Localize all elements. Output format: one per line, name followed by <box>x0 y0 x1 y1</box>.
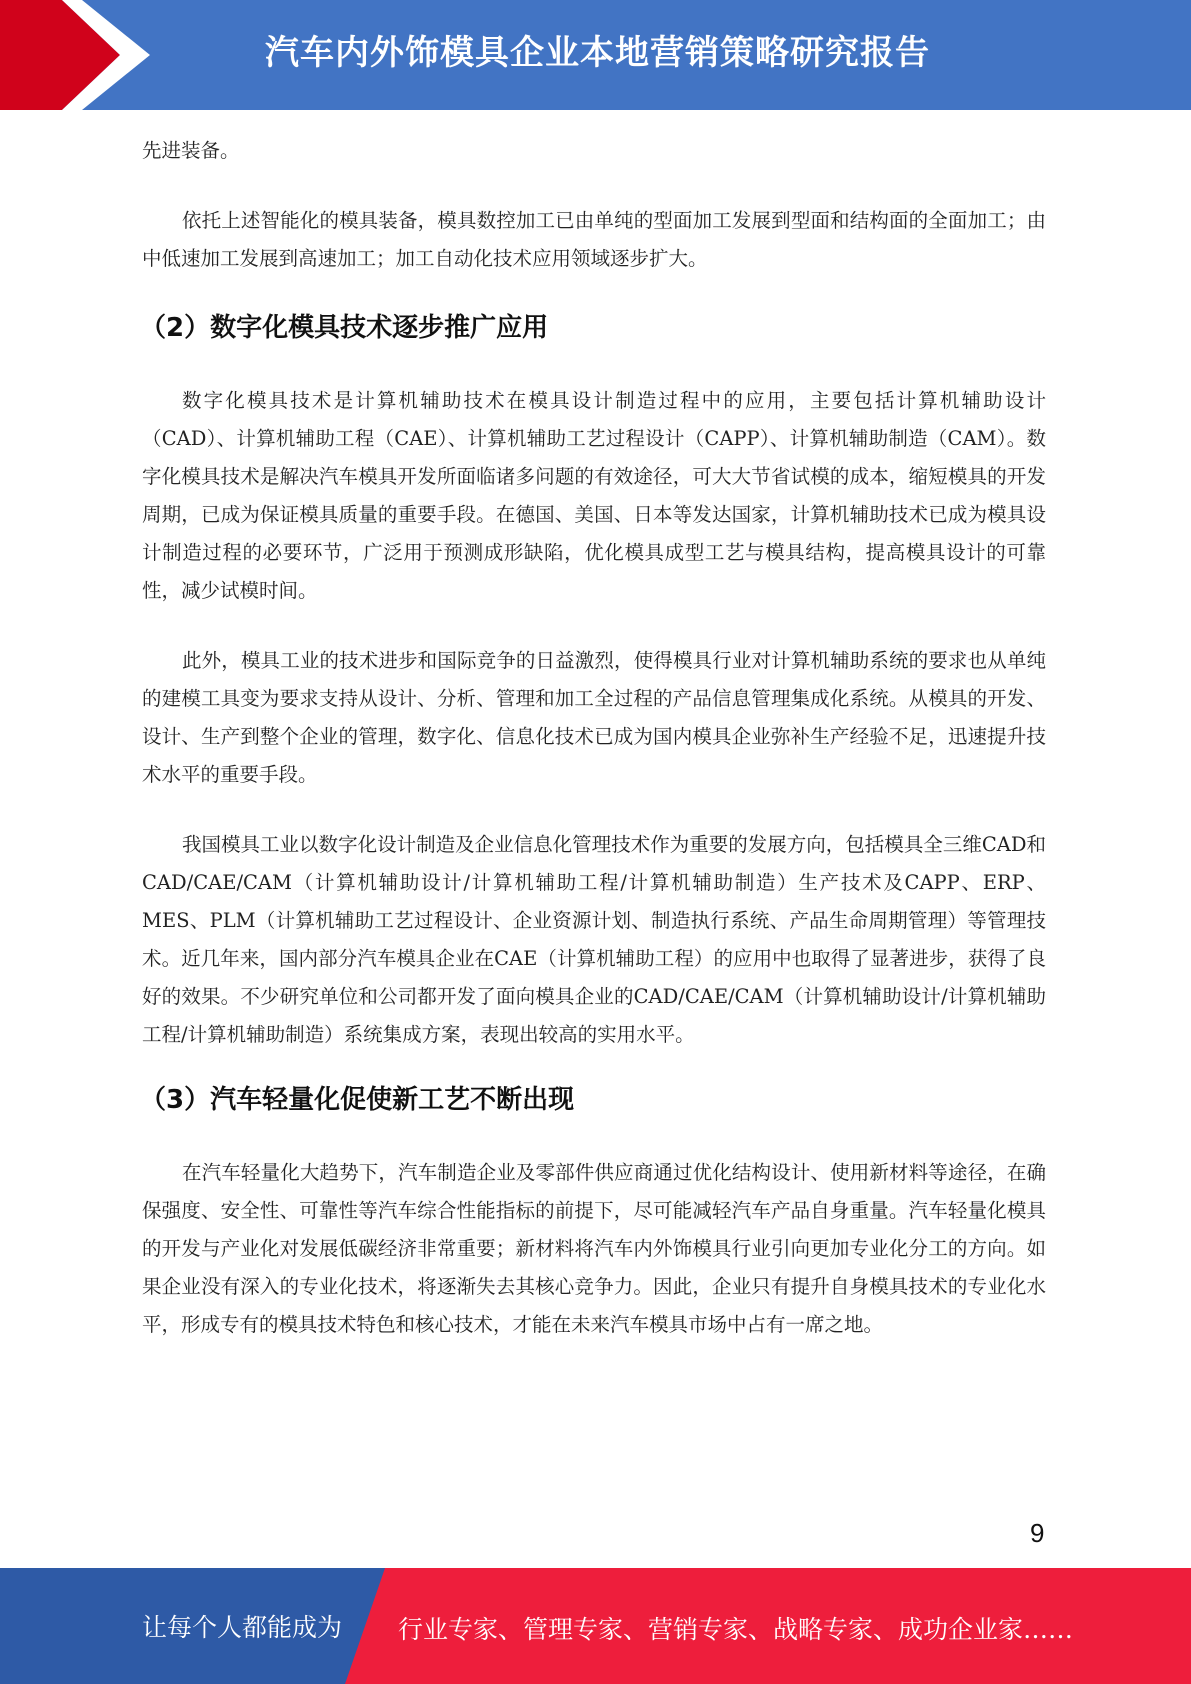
paragraph-digital-mold-tech: 数字化模具技术是计算机辅助技术在模具设计制造过程中的应用，主要包括计算机辅助设计（CAD）、计算机辅助工程（CAE）、计算机辅助工艺过程设计（CAPP）、计算机辅助制造（CAM）。数字化模具技术是解决汽车模具开发所面临诸多问题的有效途径，可大大节省试模的成本，缩短模具的开发周期，已成为保证模具质量的重要手段。在德国、美国、日本等发达国家，计算机辅助技术已成为模具设计制造过程的必要环节，广泛用于预测成形缺陷，优化模具成型工艺与模具结构，提高模具设计的可靠性，减少试模时间。 <box>142 389 1046 602</box>
paragraph-lightweight: 在汽车轻量化大趋势下，汽车制造企业及零部件供应商通过优化结构设计、使用新材料等途径，在确保强度、安全性、可靠性等汽车综合性能指标的前提下，尽可能减轻汽车产品自身重量。汽车轻量化模具的开发与产业化对发展低碳经济非常重要；新材料将汽车内外饰模具行业引向更加专业化分工的方向。如果企业没有深入的专业化技术，将逐渐失去其核心竞争力。因此，企业只有提升自身模具技术的专业化水平，形成专有的模具技术特色和核心技术，才能在未来汽车模具市场中占有一席之地。 <box>142 1161 1046 1336</box>
section-heading-digital-mold: （2）数字化模具技术逐步推广应用 <box>140 313 549 343</box>
page-header <box>0 0 1191 110</box>
report-title: 汽车内外饰模具企业本地营销策略研究报告 <box>265 33 930 73</box>
page-content <box>142 132 1046 1344</box>
header-chevron-decoration <box>0 0 160 110</box>
page-footer <box>0 1568 1191 1684</box>
paragraph-international-competition: 此外，模具工业的技术进步和国际竞争的日益激烈，使得模具行业对计算机辅助系统的要求也从单纯的建模工具变为要求支持从设计、分析、管理和加工全过程的产品信息管理集成化系统。从模具的开发、设计、生产到整个企业的管理，数字化、信息化技术已成为国内模具企业弥补生产经验不足，迅速提升技术水平的重要手段。 <box>142 649 1046 786</box>
paragraph-cnc-machining: 依托上述智能化的模具装备，模具数控加工已由单纯的型面加工发展到型面和结构面的全面加工；由中低速加工发展到高速加工；加工自动化技术应用领域逐步扩大。 <box>142 209 1046 270</box>
page-number: 9 <box>1030 1518 1045 1548</box>
paragraph-continued: 先进装备。 <box>142 139 240 162</box>
section-heading-lightweight: （3）汽车轻量化促使新工艺不断出现 <box>140 1085 575 1115</box>
footer-slogan-right: 行业专家、管理专家、营销专家、战略专家、成功企业家…… <box>398 1615 1074 1644</box>
footer-slogan-left: 让每个人都能成为 <box>142 1613 343 1642</box>
paragraph-china-mold-industry: 我国模具工业以数字化设计制造及企业信息化管理技术作为重要的发展方向，包括模具全三维CAD和CAD/CAE/CAM（计算机辅助设计/计算机辅助工程/计算机辅助制造）生产技术及CAPP、ERP、MES、PLM（计算机辅助工艺过程设计、企业资源计划、制造执行系统、产品生命周期管理）等管理技术。近几年来，国内部分汽车模具企业在CAE（计算机辅助工程）的应用中也取得了显著进步，获得了良好的效果。不少研究单位和公司都开发了面向模具企业的CAD/CAE/CAM（计算机辅助设计/计算机辅助工程/计算机辅助制造）系统集成方案，表现出较高的实用水平。 <box>142 833 1046 1046</box>
